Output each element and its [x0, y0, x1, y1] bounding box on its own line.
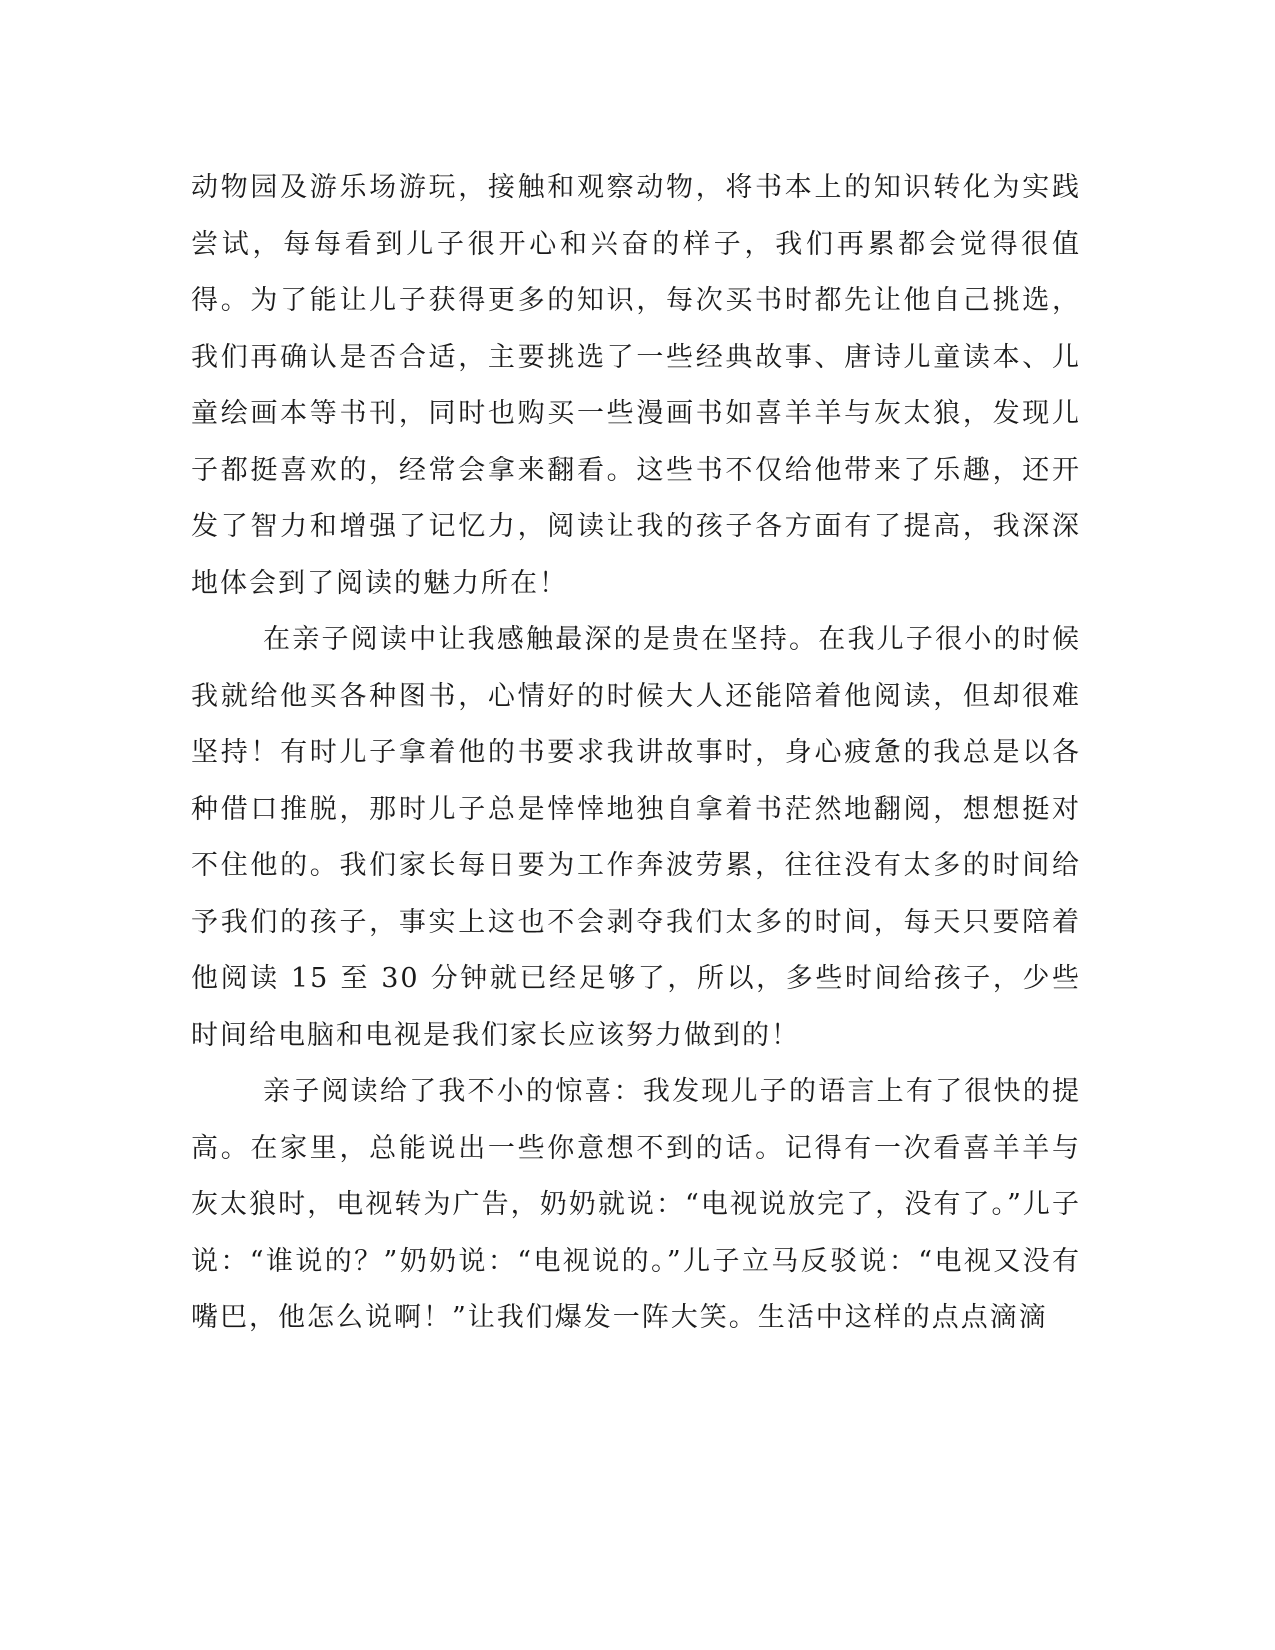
- paragraph-3: 亲子阅读给了我不小的惊喜：我发现儿子的语言上有了很快的提高。在家里，总能说出一些你意想不到的话。记得有一次看喜羊羊与灰太狼时，电视转为广告，奶奶就说：“电视说放完了，没有了。”儿子说：“谁说的？”奶奶说：“电视说的。”儿子立马反驳说：“电视又没有嘴巴，他怎么说啊！”让我们爆发一阵大笑。生活中这样的点点滴滴: [191, 1076, 1081, 1333]
- document-body: [191, 160, 1081, 1347]
- paragraph-1: 动物园及游乐场游玩，接触和观察动物，将书本上的知识转化为实践尝试，每每看到儿子很开心和兴奋的样子，我们再累都会觉得很值得。为了能让儿子获得更多的知识，每次买书时都先让他自己挑选，我们再确认是否合适，主要挑选了一些经典故事、唐诗儿童读本、儿童绘画本等书刊，同时也购买一些漫画书如喜羊羊与灰太狼，发现儿子都挺喜欢的，经常会拿来翻看。这些书不仅给他带来了乐趣，还开发了智力和增强了记忆力，阅读让我的孩子各方面有了提高，我深深地体会到了阅读的魅力所在！: [191, 172, 1081, 599]
- paragraph-2: 在亲子阅读中让我感触最深的是贵在坚持。在我儿子很小的时候我就给他买各种图书，心情好的时候大人还能陪着他阅读，但却很难坚持！有时儿子拿着他的书要求我讲故事时，身心疲惫的我总是以各种借口推脱，那时儿子总是悻悻地独自拿着书茫然地翻阅，想想挺对不住他的。我们家长每日要为工作奔波劳累，往往没有太多的时间给予我们的孩子，事实上这也不会剥夺我们太多的时间，每天只要陪着他阅读 15 至 30 分钟就已经足够了，所以，多些时间给孩子，少些时间给电脑和电视是我们家长应该努力做到的！: [191, 624, 1081, 1051]
